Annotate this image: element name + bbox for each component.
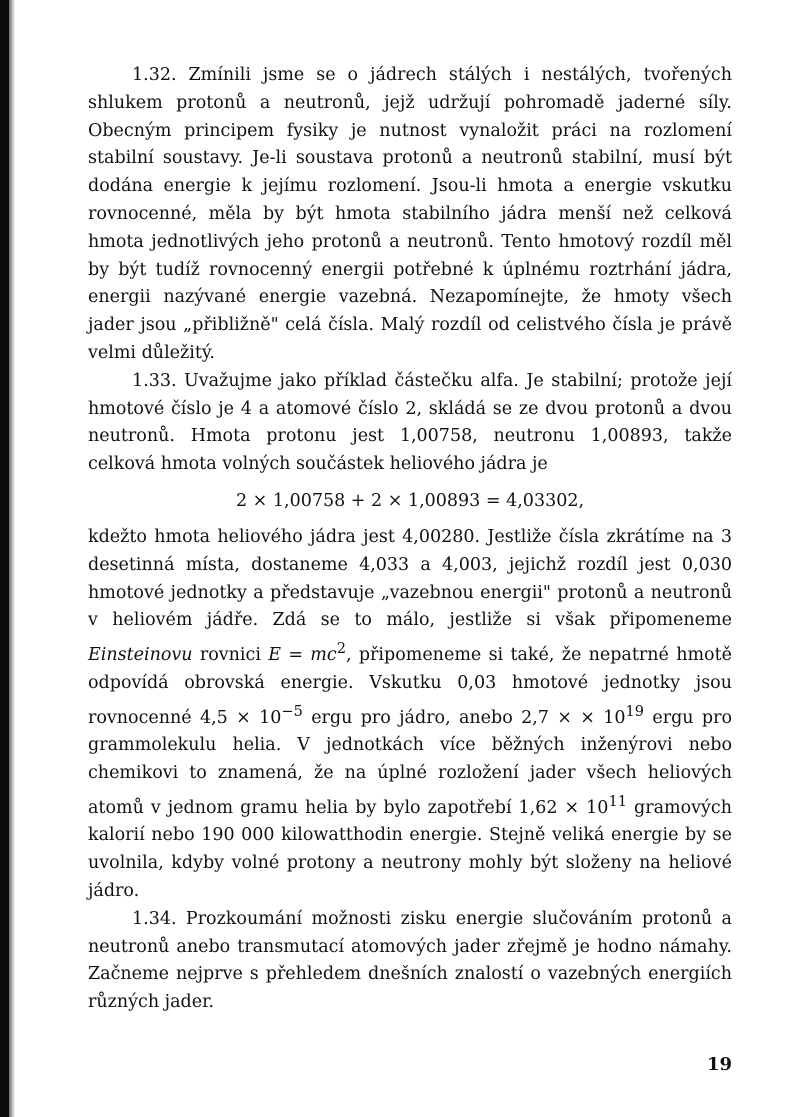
text-run: rovnici xyxy=(192,644,269,665)
paragraph-1-33-continued xyxy=(88,524,732,906)
text-run: ergu pro jádro, anebo 2,7 × × 10 xyxy=(302,707,626,728)
spine-gradient xyxy=(9,0,15,1117)
equation-exponent: 2 xyxy=(336,640,346,658)
exponent-19: 19 xyxy=(625,702,645,720)
exponent-minus-5: −5 xyxy=(281,702,303,720)
book-spine-shadow xyxy=(0,0,9,1117)
mass-formula: 2 × 1,00758 + 2 × 1,00893 = 4,03302, xyxy=(235,490,585,511)
paragraph-1-32: 1.32. Zmínili jsme se o jádrech stálých i nestálých, tvořených shlukem protonů a neutronů, jejž udržují pohromadě jaderné síly. Obecným principem fysiky je nutnost vynaložit práci na rozlomení stabilní soustavy. Je-li soustava protonů a neutronů stabilní, musí být dodána energie k jejímu rozlomení. Jsou-li hmota a energie vskutku rovnocenné, měla by být hmota stabilního jádra menší než celková hmota jednotlivých jeho protonů a neutronů. Tento hmotový rozdíl měl by být tudíž rovnocenný energii potřebné k úplnému roztrhání jádra, energii nazývané energie vazebná. Nezapomínejte, že hmoty všech jader jsou „přibližně" celá čísla. Malý rozdíl od celistvého čísla je právě velmi důležitý. xyxy=(88,65,732,363)
einstein-term: Einsteinovu xyxy=(88,644,193,665)
paragraph-1-33: 1.33. Uvažujme jako příklad částečku alfa. Je stabilní; protože její hmotové číslo je 4 a atomové číslo 2, skládá se ze dvou protonů a dvou neutronů. Hmota protonu jest 1,00758, neutronu 1,00893, takže celková hmota volných součástek heliového jádra je xyxy=(88,370,732,475)
exponent-11: 11 xyxy=(608,792,628,810)
equation-e: E xyxy=(268,644,282,665)
text-run: , připomeneme si také, že nepatrné hmotě odpovídá obrovská energie. Vskutku 0,03 hmotové jednotky jsou rovnocenné 4,5 × 10 xyxy=(88,644,732,728)
equation-equals: = xyxy=(281,644,311,665)
page-number: 19 xyxy=(706,1054,732,1075)
equation-mc: mc xyxy=(310,644,337,665)
page-body xyxy=(88,62,732,1017)
paragraph-1-34: 1.34. Prozkoumání možnosti zisku energie slučováním protonů a neutronů anebo transmutací atomových jader zřejmě je hodno námahy. Začneme nejprve s přehledem dnešních znalostí o vazebných energiích různých jader. xyxy=(88,908,732,1013)
text-run: gramových kalorií nebo 190 000 kilowatthodin energie. Stejně veliká energie by se uvolnila, kdyby volné protony a neutrony mohly být složeny na heliové jádro. xyxy=(88,797,732,901)
text-run: kdežto hmota heliového jádra jest 4,00280. Jestliže čísla zkrátíme na 3 desetinná místa, dostaneme 4,033 a 4,003, jejichž rozdíl jest 0,030 hmotové jednotky a představuje „vazebnou energii" protonů a neutronů v heliovém jádře. Zdá se to málo, jestliže si však připomeneme xyxy=(88,526,732,631)
text-run: ergu pro grammolekulu helia. V jednotkách více běžných inženýrovi nebo chemikovi to znamená, že na úplné rozložení jader všech heliových atomů v jednom gramu helia by bylo zapotřebí 1,62 × 10 xyxy=(88,707,732,818)
